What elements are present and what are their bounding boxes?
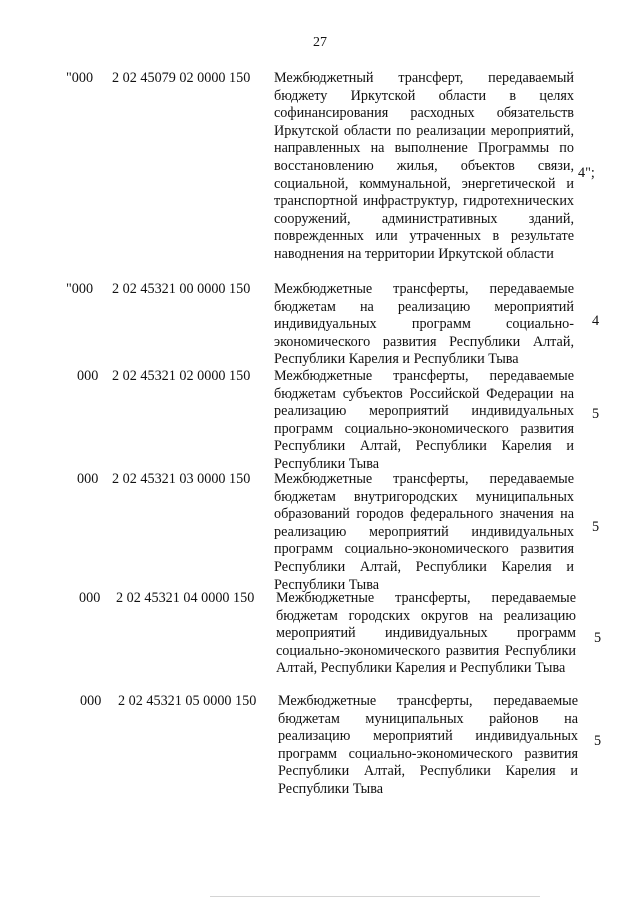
admin-code: "000 [66, 281, 94, 297]
table-row [0, 281, 640, 369]
row-description: Межбюджетные трансферты, передаваемые бюджетам муниципальных районов на реализацию мероприятий индивидуальных программ социально-экономического развития Республики Алтай, Республики Карелия и Республики Тыва [278, 693, 578, 797]
scan-edge-line [210, 896, 540, 897]
table-row [0, 368, 640, 472]
budget-classification-code: 2 02 45321 05 0000 150 [118, 693, 257, 709]
row-value: 5 [592, 406, 600, 422]
budget-classification-code: 2 02 45321 04 0000 150 [116, 590, 255, 606]
table-row [0, 590, 640, 694]
row-description: Межбюджетный трансферт, передаваемый бюджету Иркутской области в целях софинансирования расходных обязательств Иркутской области по реализации мероприятий, направленных на выполнение Программы по восстановлению жилья, объектов связи, социальной, коммунальной, энергетической и транспортной инфраструктур, гидротехнических сооружений, административных зданий, поврежденных или утраченных в результате наводнения на территории Иркутской области [274, 70, 574, 262]
budget-classification-code: 2 02 45321 03 0000 150 [112, 471, 251, 487]
row-value: 5 [594, 733, 602, 749]
table-row [0, 471, 640, 591]
row-description: Межбюджетные трансферты, передаваемые бюджетам на реализацию мероприятий индивидуальных программ социально-экономического развития Республики Алтай, Республики Карелия и Республики Тыва [274, 281, 574, 368]
row-value: 5 [594, 630, 602, 646]
row-value: 5 [592, 519, 600, 535]
admin-code: 000 [77, 368, 99, 384]
row-value: 4"; [578, 165, 595, 181]
page-number: 27 [313, 35, 327, 50]
table-row [0, 693, 640, 803]
budget-classification-code: 2 02 45321 00 0000 150 [112, 281, 251, 297]
admin-code: 000 [80, 693, 102, 709]
admin-code: "000 [66, 70, 94, 86]
row-description: Межбюджетные трансферты, передаваемые бюджетам внутригородских муниципальных образований городов федерального значения на реализацию мероприятий индивидуальных программ социально-экономического развития Республики Алтай, Республики Карелия и Республики Тыва [274, 471, 574, 593]
budget-classification-code: 2 02 45079 02 0000 150 [112, 70, 251, 86]
row-description: Межбюджетные трансферты, передаваемые бюджетам городских округов на реализацию мероприятий индивидуальных программ социально-экономического развития Республики Алтай, Республики Карелия и Республики Тыва [276, 590, 576, 677]
budget-classification-code: 2 02 45321 02 0000 150 [112, 368, 251, 384]
table-row [0, 70, 640, 280]
admin-code: 000 [79, 590, 101, 606]
row-description: Межбюджетные трансферты, передаваемые бюджетам субъектов Российской Федерации на реализацию мероприятий индивидуальных программ социально-экономического развития Республики Алтай, Республики Карелия и Республики Тыва [274, 368, 574, 472]
row-value: 4 [592, 313, 600, 329]
admin-code: 000 [77, 471, 99, 487]
